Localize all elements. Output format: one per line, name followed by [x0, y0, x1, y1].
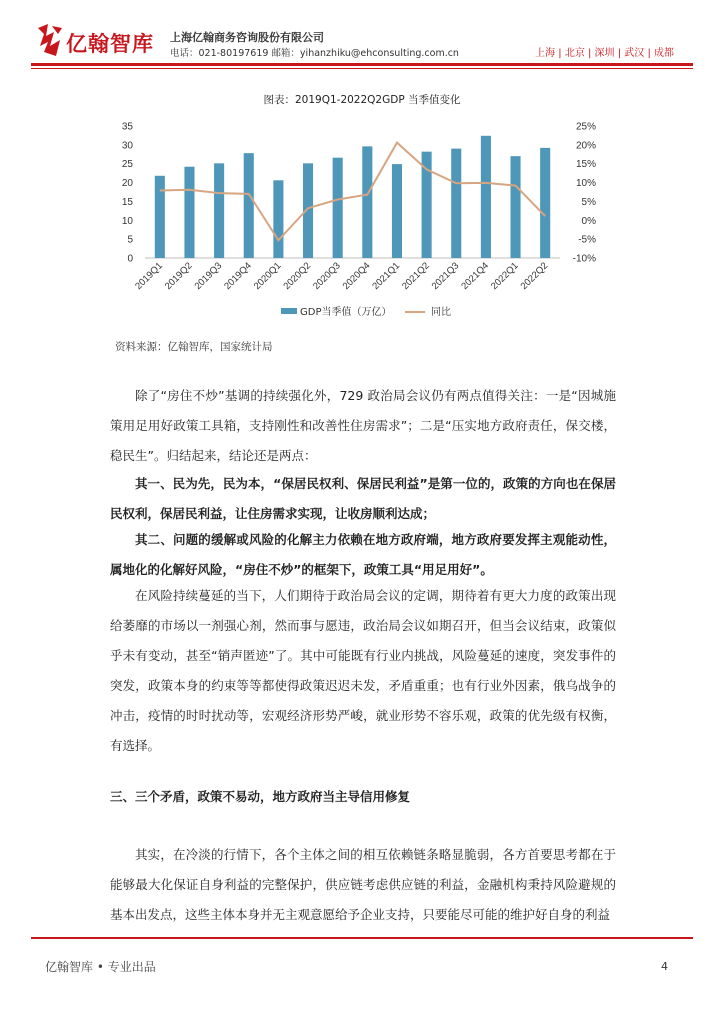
left-tick-label: 20	[121, 178, 133, 190]
right-tick-label: 20%	[575, 140, 596, 152]
footer-brand: 亿翰智库 • 专业出品	[45, 960, 156, 974]
paragraph-point-one: 其一、民为先，民为本，“保居民权利、保居民利益”是第一位的，政策的方向也在保居民权利，保居民利益，让住房需求实现，让收房顺利达成；	[110, 476, 616, 521]
right-tick-label: -5%	[578, 234, 596, 246]
paragraph-point-two: 其二、问题的缓解或风险的化解主力依赖在地方政府端，地方政府要发挥主观能动性，属地化的化解好风险，“房住不炒”的框架下，政策工具“用足用好”。	[110, 532, 616, 577]
header-divider	[31, 63, 693, 66]
footer-divider	[31, 937, 693, 939]
gdp-bar	[540, 148, 550, 258]
right-tick-label: -10%	[572, 253, 596, 265]
x-tick-label: 2020Q1	[251, 260, 284, 293]
gdp-bar	[392, 164, 402, 258]
x-tick-label: 2021Q1	[370, 260, 403, 293]
header-divider-thin	[31, 68, 693, 69]
right-tick-label: 15%	[575, 159, 596, 171]
page-number: 4	[661, 960, 668, 973]
logo-text: 亿翰智库	[66, 32, 154, 56]
gdp-bar	[273, 180, 283, 258]
page-header	[0, 0, 724, 78]
paragraph-last: 其实，在冷淡的行情下，各个主体之间的相互依赖链条略显脆弱，各方首要思考都在于能够最大化保证自身利益的完整保护，供应链考虑供应链的利益，金融机构秉持风险避规的基本出发点，这些主体本身并无主观意愿给予企业支持，只要能尽可能的维护好自身的利益	[110, 847, 616, 922]
gdp-bar	[451, 149, 461, 258]
left-tick-label: 30	[121, 140, 133, 152]
gdp-bar	[333, 158, 343, 258]
x-tick-label: 2019Q1	[133, 260, 165, 293]
paragraph-risk: 在风险持续蔓延的当下，人们期待于政治局会议的定调，期待着有更大力度的政策出现给萎靡的市场以一剂强心剂，然而事与愿违，政治局会议如期召开，但当会议结束，政策似乎未有变动，甚至“销声匿迹”了。其中可能既有行业内挑战，风险蔓延的速度，突发事件的突发，政策本身的约束等等都使得政策迟迟未发，矛盾重重；也有行业外因素，俄乌战争的冲击，疫情的时时扰动等，宏观经济形势严峻，就业形势不容乐观，政策的优先级有权衡，有选择。	[110, 588, 616, 753]
x-tick-label: 2019Q3	[192, 260, 225, 293]
x-tick-label: 2021Q2	[400, 260, 432, 293]
right-tick-label: 10%	[575, 178, 596, 190]
source-note: 资料来源：亿翰智库，国家统计局	[115, 341, 273, 353]
gdp-bar	[481, 136, 491, 258]
gdp-bar	[422, 152, 432, 258]
logo-icon	[34, 22, 64, 58]
gdp-chart	[95, 110, 615, 328]
x-tick-label: 2020Q3	[311, 260, 343, 293]
gdp-bar	[510, 156, 520, 258]
x-tick-label: 2021Q4	[459, 260, 492, 293]
paragraph-intro: 除了“房住不炒”基调的持续强化外，729 政治局会议仍有两点值得关注：一是“因城施策用足用好政策工具箱，支持刚性和改善性住房需求”；二是“压实地方政府责任，保交楼，稳民生”。归结起来，结论还是两点：	[110, 388, 616, 463]
gdp-bar	[155, 176, 165, 258]
office-cities: 上海 | 北京 | 深圳 | 武汉 | 成都	[535, 48, 674, 59]
left-tick-label: 10	[121, 215, 133, 227]
x-tick-label: 2021Q3	[429, 260, 462, 293]
x-tick-label: 2019Q4	[222, 260, 254, 293]
x-tick-label: 2020Q2	[281, 260, 314, 293]
legend-label-gdp: GDP当季值（万亿）	[300, 307, 392, 318]
gdp-bar	[244, 153, 254, 258]
right-tick-label: 0%	[581, 215, 596, 227]
legend-bar-swatch	[281, 308, 297, 314]
left-tick-label: 15	[121, 196, 133, 208]
chart-title: 图表：2019Q1-2022Q2GDP 当季值变化	[263, 94, 461, 106]
left-tick-label: 35	[121, 121, 133, 133]
contact-info: 电话：021-80197619 邮箱：yihanzhiku@ehconsulting.com.cn	[170, 48, 459, 59]
x-tick-label: 2022Q1	[488, 260, 521, 293]
x-tick-label: 2022Q2	[518, 260, 551, 293]
gdp-bar	[214, 163, 224, 258]
left-tick-label: 0	[127, 253, 133, 265]
left-tick-label: 5	[127, 234, 133, 246]
gdp-bar	[362, 146, 372, 258]
company-name: 上海亿翰商务咨询股份有限公司	[170, 31, 324, 44]
gdp-bar	[184, 167, 194, 258]
legend-label-yoy: 同比	[431, 307, 451, 318]
right-tick-label: 25%	[575, 121, 596, 133]
x-tick-label: 2020Q4	[340, 260, 373, 293]
right-tick-label: 5%	[581, 196, 596, 208]
left-tick-label: 25	[121, 159, 133, 171]
x-tick-label: 2019Q2	[162, 260, 195, 293]
section-heading: 三、三个矛盾，政策不易动，地方政府当主导信用修复	[110, 789, 411, 804]
